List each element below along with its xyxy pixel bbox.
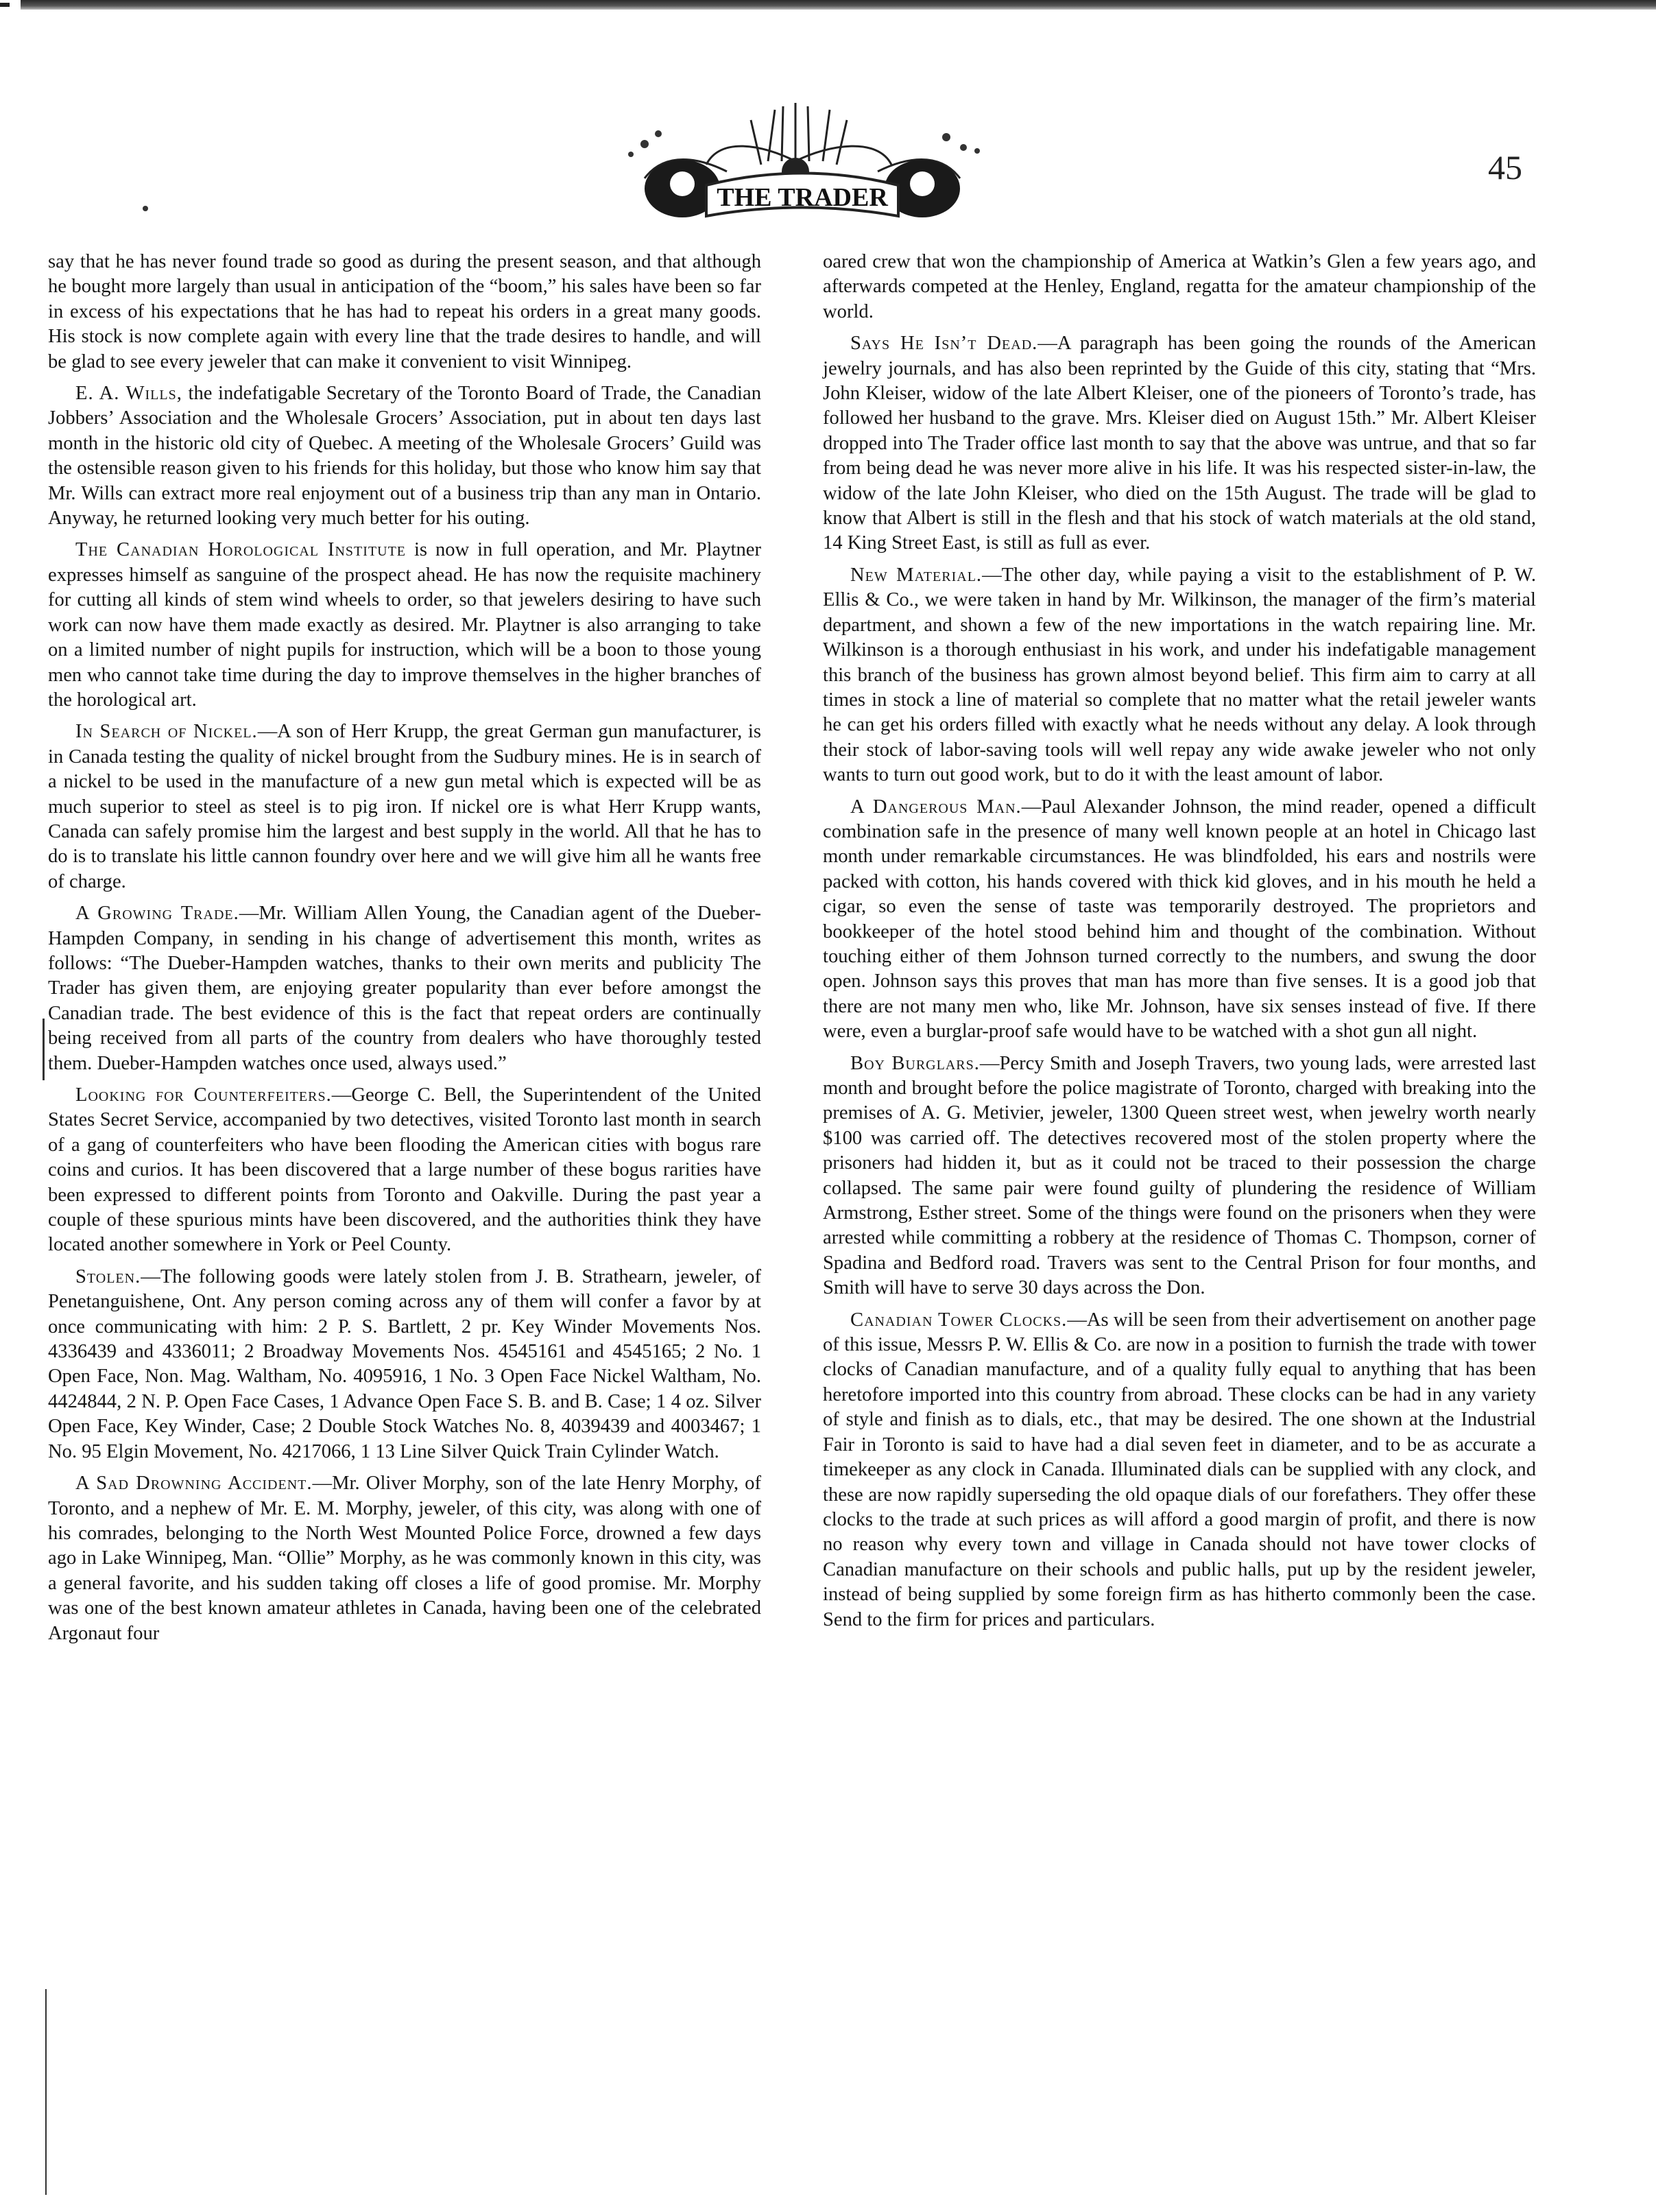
article-paragraph: In Search of Nickel.—A son of Herr Krupp, the great German gun manufacturer, is in Canada testing the quality of nickel brought from the Sudbury mines. He is in search of a nickel to be used in the manufacture of a new gun metal which is expected will be as much superior to steel as steel is to pig iron. If nickel ore is what Herr Krupp wants, Canada can safely promise him the largest and best supply in the world. All that he has to do is to translate his little cannon foundry over here and we will give him all he wants free of charge. bbox=[48, 721, 761, 892]
margin-mark bbox=[45, 1989, 47, 2195]
ink-dot bbox=[143, 206, 148, 211]
article-paragraph: Canadian Tower Clocks.—As will be seen from their advertisement on another page of this issue, Messrs P. W. Ellis & Co. are now in a position to furnish the trade with tower clocks of Canadian manufacture, and of a quality fully equal to anything that has been heretofore imported into this country from abroad. These clocks can be had in any variety of style and finish as to dials, etc., that may be desired. The one shown at the Industrial Fair in Toronto is said to have had a dial seven feet in diameter, and to be as accurate a timekeeper as any clock in Canada. Illuminated dials can be supplied with any clock, and these are now rapidly superseding the old opaque dials of our forefathers. They offer these clocks to the trade at such prices as will afford a good margin of profit, and there is now no reason why every town and village in Canada should not have tower clocks of Canadian manufacture on their schools and public halls, put up by the resident jeweler, instead of being supplied by some foreign firm as has hitherto commonly been the case. Send to the firm for prices and particulars. bbox=[823, 1309, 1536, 1630]
page-number: 45 bbox=[1488, 148, 1522, 187]
article-paragraph: The Canadian Horological Institute is now in full operation, and Mr. Playtner expresses himself as sanguine of the prospect ahead. He has now the requisite machinery for cutting all kinds of stem wind wheels to order, so that jewelers desiring to have such work can now have them made exactly as desired. Mr. Playtner is also arranging to take on a limited number of night pupils for instruction, which will be a boon to those young men who cannot take time during the day to improve themselves in the higher branches of the horological art. bbox=[48, 539, 761, 711]
masthead-logo bbox=[603, 96, 1001, 233]
article-paragraph: Boy Burglars.—Percy Smith and Joseph Travers, two young lads, were arrested last month and brought before the police magistrate of Toronto, charged with breaking into the premises of A. G. Metivier, jeweler, 1300 Queen street west, when jewelry worth nearly $100 was carried off. The detectives recovered most of the stolen property where the prisoners had hidden it, but as it could not be traced to their possession the charge collapsed. The same pair were found guilty of plundering the residence of William Armstrong, Esther street. Some of the things were found on the prisoners when they were arrested while committing a robbery at the residence of Thomas C. Thompson, corner of Spadina and Bedford road. Travers was sent to the Central Prison for four months, and Smith will have to serve 30 days across the Don. bbox=[823, 1052, 1536, 1299]
article-paragraph: oared crew that won the championship of America at Watkin’s Glen a few years ago, and afterwards competed at the Henley, England, regatta for the amateur championship of the world. bbox=[823, 251, 1536, 322]
margin-mark bbox=[43, 1019, 45, 1080]
top-rule bbox=[21, 0, 1656, 10]
article-paragraph: A Growing Trade.—Mr. William Allen Young, the Canadian agent of the Dueber-Hampden Company, in sending in his change of advertisement this month, writes as follows: “The Dueber-Hampden watches, thanks to their own merits and publicity The Trader has given them, are enjoying greater popularity than ever before amongst the Canadian trade. The best evidence of this is the fact that repeat orders are continually being received from all parts of the country from dealers who have thoroughly tested them. Dueber-Hampden watches once used, always used.” bbox=[48, 903, 761, 1074]
article-paragraph: Says He Isn’t Dead.—A paragraph has been going the rounds of the American jewelry journals, and has also been reprinted by the Guide of this city, stating that “Mrs. John Kleiser, widow of the late Albert Kleiser, one of the pioneers of Toronto’s trade, has followed her husband to the grave. Mrs. Kleiser died on August 15th.” Mr. Albert Kleiser dropped into The Trader office last month to say that the above was untrue, and that so far from being dead he was never more alive in his life. It was his respected sister-in-law, the widow of the late John Kleiser, who died on the 15th August. The trade will be glad to know that Albert is still in the flesh and that his stock of watch materials at the old stand, 14 King Street East, is still as full as ever. bbox=[823, 333, 1537, 554]
article-paragraph: New Material.—The other day, while paying a visit to the establishment of P. W. Ellis & Co., we were taken in hand by Mr. Wilkinson, the manager of the firm’s material department, and shown a few of the new importations in the watch repairing line. Mr. Wilkinson is a thorough enthusiast in his work, and under his indefatigable management this branch of the business has grown almost beyond belief. This firm aim to carry at all times in stock a line of material so complete that no matter what the retail jeweler wants he can get his orders filled with exactly what he needs without any delay. A look through their stock of labor-saving tools will well repay any wide awake jeweler who not only wants to turn out good work, but to do it with the least amount of labor. bbox=[823, 564, 1536, 786]
article-paragraph: Stolen.—The following goods were lately stolen from J. B. Strathearn, jeweler, of Penetanguishene, Ont. Any person coming across any of them will confer a favor by at once communicating with him: 2 P. S. Bartlett, 2 pr. Key Winder Movements Nos. 4336439 and 4336011; 2 Broadway Movements Nos. 4545161 and 4545165; 2 No. 1 Open Face, Non. Mag. Waltham, No. 4095916, 1 No. 3 Open Face Nickel Waltham, No. 4424844, 2 N. P. Open Face Cases, 1 Advance Open Face S. B. and B. Case; 1 4 oz. Silver Open Face, Key Winder, Case; 2 Double Stock Watches No. 8, 4039439 and 4003467; 1 No. 95 Elgin Movement, No. 4217066, 1 13 Line Silver Quick Train Cylinder Watch. bbox=[48, 1265, 761, 1462]
article-paragraph: E. A. Wills, the indefatigable Secretary of the Toronto Board of Trade, the Canadian Jobbers’ Association and the Wholesale Grocers’ Association, put in about ten days last month in the historic old city of Quebec. A meeting of the Wholesale Grocers’ Guild was the ostensible reason given to his friends for this holiday, but those who know him say that Mr. Wills can extract more real enjoyment out of a business trip than any man in Ontario. Anyway, he returned looking very much better for his outing. bbox=[48, 383, 761, 530]
article-paragraph: Looking for Counterfeiters.—George C. Bell, the Superintendent of the United States Secret Service, accompanied by two detectives, visited Toronto last month in search of a gang of counterfeiters who have been flooding the American cities with bogus rare coins and curios. It has been discovered that a large number of these bogus rarities have been expressed to different points from Toronto and Oakville. During the past year a couple of these spurious mints have been discovered, and the authorities think they have located another somewhere in York or Peel County. bbox=[48, 1084, 761, 1256]
right-column bbox=[823, 250, 1536, 1639]
left-column bbox=[48, 250, 761, 1653]
article-paragraph: say that he has never found trade so good as during the present season, and that although he bought more largely than usual in anticipation of the “boom,” his sales have been so far in excess of his expectations that he has had to repeat his orders in a great many goods. His stock is now complete again with every line that the trade desires to handle, and will be glad to see every jeweler that can make it convenient to visit Winnipeg. bbox=[48, 251, 761, 372]
article-paragraph: A Sad Drowning Accident.—Mr. Oliver Morphy, son of the late Henry Morphy, of Toronto, and a nephew of Mr. E. M. Morphy, jeweler, of this city, was along with one of his comrades, belonging to the North West Mounted Police Force, drowned a few days ago in Lake Winnipeg, Man. “Ollie” Morphy, as he was commonly known in this city, was a general favorite, and his sudden taking off closes a life of good promise. Mr. Morphy was one of the best known amateur athletes in Canada, having been one of the celebrated Argonaut four bbox=[48, 1473, 761, 1644]
svg-text:THE TRADER: THE TRADER bbox=[717, 183, 888, 212]
edge-mark bbox=[0, 3, 10, 7]
article-paragraph: A Dangerous Man.—Paul Alexander Johnson, the mind reader, opened a difficult combination safe in the presence of many well known people at an hotel in Chicago last month under remarkable circumstances. He was blindfolded, his ears and nostrils were packed with cotton, his hands covered with thick kid gloves, and in his mouth he held a cigar, so even the sense of taste was temporarily destroyed. The proprietors and bookkeeper of the hotel stood behind him and thought of the combination. Without touching either of them Johnson turned correctly to the numbers, and swung the door open. Johnson says this proves that man has more than five senses. It is a good job that there are not many men who, like Mr. Johnson, have six senses instead of five. If there were, even a burglar-proof safe would have to be watched with a shot gun all night. bbox=[823, 796, 1536, 1043]
